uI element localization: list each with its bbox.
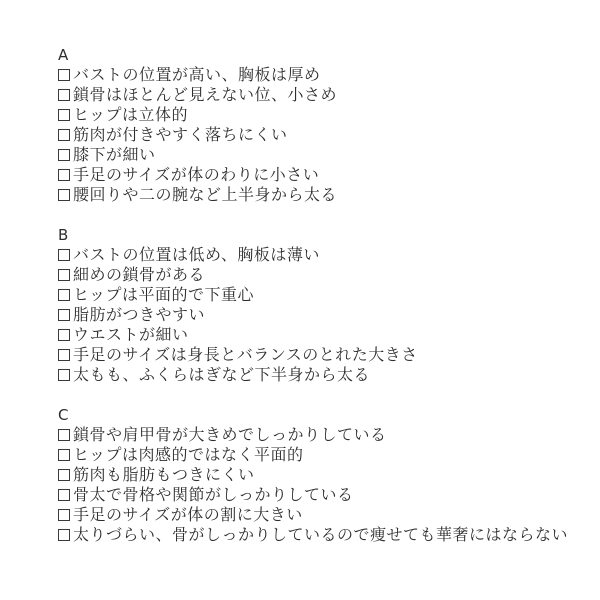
checklist-item-label: 太もも、ふくらはぎなど下半身から太る bbox=[73, 365, 371, 384]
checklist-item bbox=[58, 105, 568, 125]
checkbox-icon[interactable] bbox=[58, 469, 70, 481]
checklist-item-label: 腰回りや二の腕など上半身から太る bbox=[73, 185, 338, 204]
checklist-item-label: 膝下が細い bbox=[73, 145, 156, 164]
checklist-section-b bbox=[58, 225, 568, 385]
checklist-item bbox=[58, 425, 568, 445]
checkbox-icon[interactable] bbox=[58, 449, 70, 461]
checkbox-icon[interactable] bbox=[58, 309, 70, 321]
section-label: A bbox=[58, 46, 69, 64]
checklist-item-label: バストの位置が高い、胸板は厚め bbox=[73, 65, 321, 84]
checklist-item bbox=[58, 445, 568, 465]
checklist-item-label: 筋肉が付きやすく落ちにくい bbox=[73, 125, 288, 144]
checklist-item bbox=[58, 345, 568, 365]
checkbox-icon[interactable] bbox=[58, 169, 70, 181]
checklist-item bbox=[58, 85, 568, 105]
checklist-item bbox=[58, 325, 568, 345]
checklist-item bbox=[58, 125, 568, 145]
checklist-item bbox=[58, 505, 568, 525]
checklist-item-label: 骨太で骨格や関節がしっかりしている bbox=[73, 485, 354, 504]
checkbox-icon[interactable] bbox=[58, 349, 70, 361]
checklist-item bbox=[58, 245, 568, 265]
checklist-item-label: ヒップは肉感的ではなく平面的 bbox=[73, 445, 304, 464]
checkbox-icon[interactable] bbox=[58, 529, 70, 541]
checklist-item-label: 手足のサイズが体のわりに小さい bbox=[73, 165, 320, 184]
checklist-item bbox=[58, 65, 568, 85]
checklist-item-label: ヒップは立体的 bbox=[73, 105, 189, 124]
checkbox-icon[interactable] bbox=[58, 429, 70, 441]
checklist-item-label: 手足のサイズが体の割に大きい bbox=[73, 505, 303, 524]
checkbox-icon[interactable] bbox=[58, 149, 70, 161]
checkbox-icon[interactable] bbox=[58, 249, 70, 261]
checklist-item bbox=[58, 305, 568, 325]
section-label: B bbox=[58, 226, 69, 244]
checklist-item bbox=[58, 265, 568, 285]
checklist-item bbox=[58, 185, 568, 205]
checklist-item-label: 手足のサイズは身長とバランスのとれた大きさ bbox=[73, 345, 418, 364]
checklist-section-c bbox=[58, 405, 568, 545]
checklist-item-label: 鎖骨はほとんど見えない位、小さめ bbox=[73, 85, 338, 104]
checklist-item bbox=[58, 285, 568, 305]
checkbox-icon[interactable] bbox=[58, 129, 70, 141]
checklist-section-a bbox=[58, 45, 568, 205]
checklist-item bbox=[58, 465, 568, 485]
checkbox-icon[interactable] bbox=[58, 89, 70, 101]
checklist-item bbox=[58, 485, 568, 505]
checklist-item-label: 鎖骨や肩甲骨が大きめでしっかりしている bbox=[73, 425, 387, 444]
checkbox-icon[interactable] bbox=[58, 269, 70, 281]
checklist-item bbox=[58, 525, 568, 545]
checklist-item bbox=[58, 165, 568, 185]
checkbox-icon[interactable] bbox=[58, 369, 70, 381]
checklist-item-label: ヒップは平面的で下重心 bbox=[73, 285, 255, 304]
checkbox-icon[interactable] bbox=[58, 509, 70, 521]
checkbox-icon[interactable] bbox=[58, 109, 70, 121]
checklist-item bbox=[58, 365, 568, 385]
checkbox-icon[interactable] bbox=[58, 289, 70, 301]
section-label: C bbox=[58, 406, 69, 424]
checklist-item-label: バストの位置は低め、胸板は薄い bbox=[73, 245, 320, 264]
checklist-item-label: 細めの鎖骨がある bbox=[73, 265, 206, 284]
checklist-item-label: 太りづらい、骨がしっかりしているので痩せても華奢にはならない bbox=[73, 525, 569, 544]
checklist-item-label: 脂肪がつきやすい bbox=[73, 305, 206, 324]
checkbox-icon[interactable] bbox=[58, 69, 70, 81]
checkbox-icon[interactable] bbox=[58, 329, 70, 341]
checklist-item-label: 筋肉も脂肪もつきにくい bbox=[73, 465, 255, 484]
checklist-item-label: ウエストが細い bbox=[73, 325, 189, 344]
checklist-item bbox=[58, 145, 568, 165]
checklist-document bbox=[58, 45, 568, 545]
checkbox-icon[interactable] bbox=[58, 489, 70, 501]
checkbox-icon[interactable] bbox=[58, 189, 70, 201]
